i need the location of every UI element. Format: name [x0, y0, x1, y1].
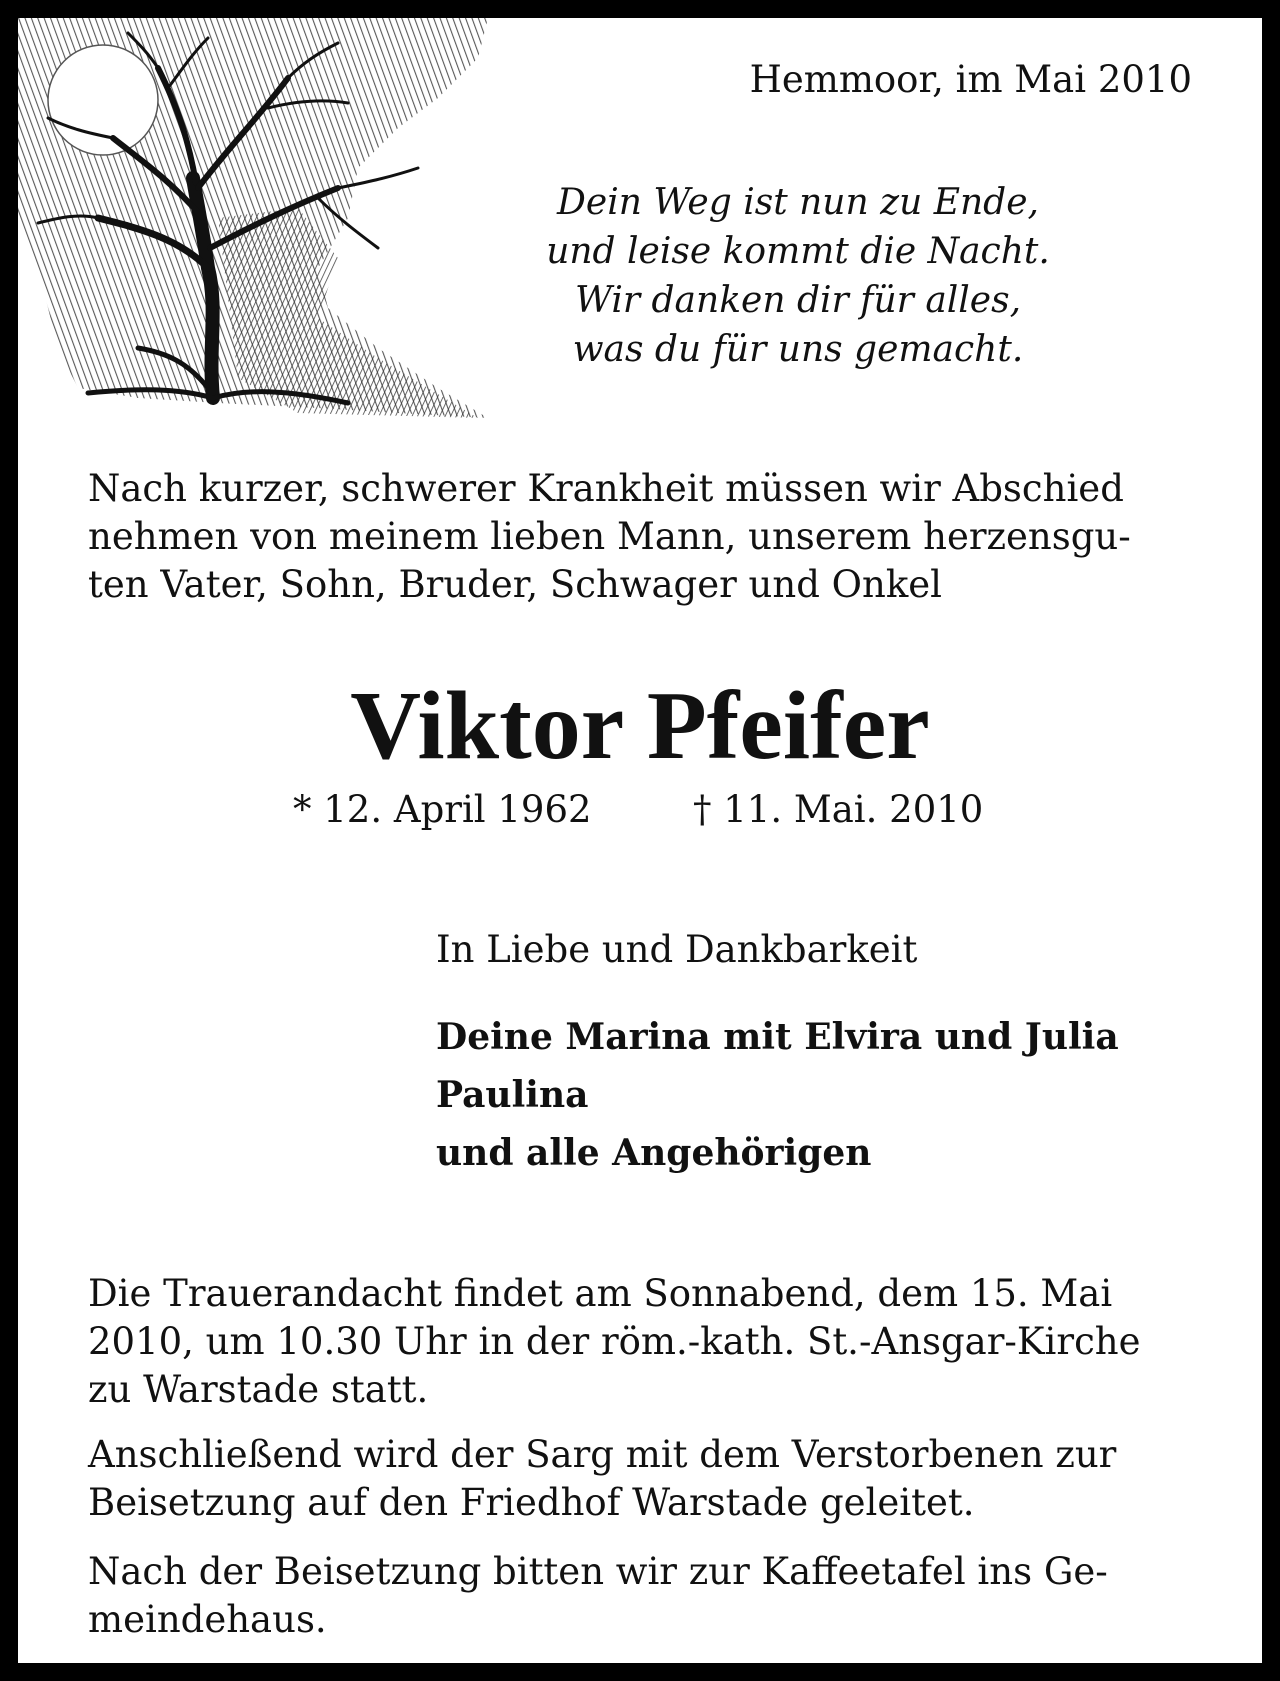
obituary-card — [18, 18, 1262, 1663]
verse-line: Dein Weg ist nun zu Ende, — [557, 182, 1039, 223]
reception-notice: Nach der Beisetzung bitten wir zur Kaffeetafel ins Ge- meindehaus. — [88, 1550, 1108, 1641]
shadow-hatching — [218, 208, 478, 418]
death-date: † 11. Mai. 2010 — [693, 788, 984, 831]
burial-notice: Anschließend wird der Sarg mit dem Verstorbenen zur Beisetzung auf den Friedhof Warstade geleitet. — [88, 1433, 1117, 1524]
service-notice: Die Trauerandacht findet am Sonnabend, dem 15. Mai 2010, um 10.30 Uhr in der röm.-kath. St.-Ansgar-Kirche zu Warstade statt. — [88, 1272, 1141, 1411]
verse-line: was du für uns gemacht. — [572, 329, 1024, 370]
verse-line: Wir danken dir für alles, — [574, 280, 1022, 321]
tree-and-moon-drawing — [18, 18, 488, 423]
signers-list — [436, 1008, 1119, 1182]
memorial-verse — [518, 178, 1078, 374]
place-and-date: Hemmoor, im Mai 2010 — [749, 58, 1192, 101]
signer-line: und alle Angehörigen — [436, 1132, 872, 1174]
closing-phrase: In Liebe und Dankbarkeit — [436, 928, 918, 971]
birth-date: * 12. April 1962 — [293, 788, 592, 831]
signer-line: Paulina — [436, 1074, 589, 1116]
moon — [48, 45, 158, 155]
intro-paragraph: Nach kurzer, schwerer Krankheit müssen wir Abschied nehmen von meinem lieben Mann, unserem herzensgu- ten Vater, Sohn, Bruder, Schwager und Onkel — [88, 467, 1131, 606]
verse-line: und leise kommt die Nacht. — [546, 231, 1050, 272]
deceased-name: Viktor Pfeifer — [350, 672, 930, 780]
signer-line: Deine Marina mit Elvira und Julia — [436, 1016, 1119, 1058]
